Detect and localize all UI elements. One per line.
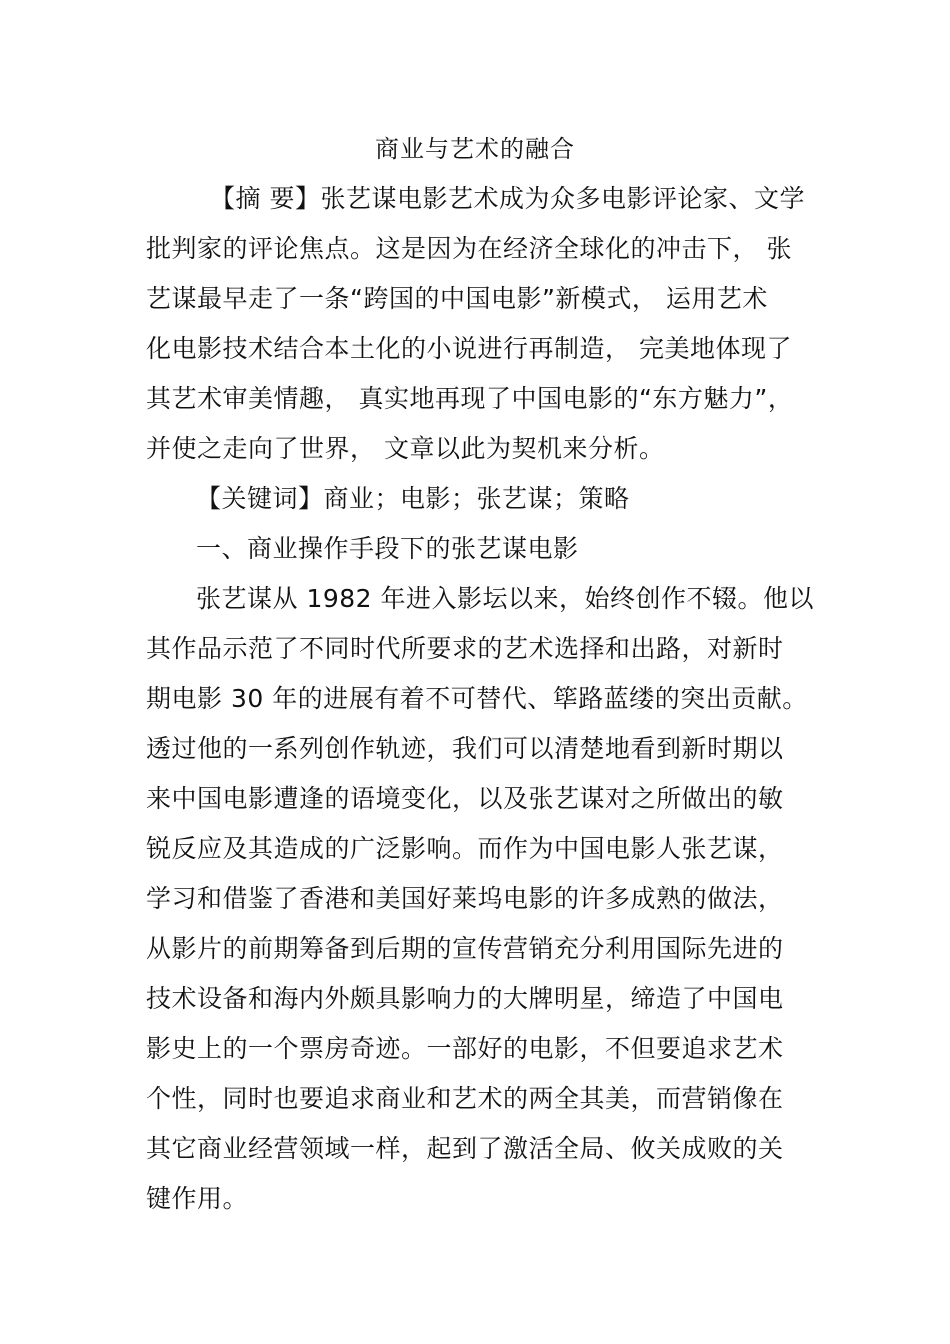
document-title: 商业与艺术的融合	[375, 135, 575, 163]
body-line-4: 透过他的一系列创作轨迹，我们可以清楚地看到新时期以	[146, 734, 784, 763]
abstract-line-6: 并使之走向了世界， 文章以此为契机来分析。	[146, 434, 665, 463]
body-line-5: 来中国电影遭逢的语境变化，以及张艺谋对之所做出的敏	[146, 784, 784, 813]
body-line-11: 个性，同时也要追求商业和艺术的两全其美，而营销像在	[146, 1084, 784, 1113]
body-line-13: 键作用。	[146, 1184, 249, 1213]
body-line-7: 学习和借鉴了香港和美国好莱坞电影的许多成熟的做法，	[146, 884, 784, 913]
section-heading: 一、商业操作手段下的张艺谋电影	[196, 534, 579, 563]
body-line-9: 技术设备和海内外颇具影响力的大牌明星，缔造了中国电	[146, 984, 784, 1013]
body-line-2: 其作品示范了不同时代所要求的艺术选择和出路，对新时	[146, 634, 784, 663]
abstract-line-1: 【摘 要】张艺谋电影艺术成为众多电影评论家、文学	[210, 184, 805, 213]
keywords-line: 【关键词】商业；电影；张艺谋；策略	[196, 484, 630, 513]
body-line-10: 影史上的一个票房奇迹。一部好的电影，不但要追求艺术	[146, 1034, 784, 1063]
abstract-line-2: 批判家的评论焦点。这是因为在经济全球化的冲击下， 张	[146, 234, 792, 263]
abstract-line-4: 化电影技术结合本土化的小说进行再制造， 完美地体现了	[146, 334, 792, 363]
body-line-8: 从影片的前期筹备到后期的宣传营销充分利用国际先进的	[146, 934, 784, 963]
body-line-1: 张艺谋从 1982 年进入影坛以来，始终创作不辍。他以	[196, 584, 815, 613]
abstract-line-5: 其艺术审美情趣， 真实地再现了中国电影的“东方魅力”，	[146, 384, 794, 413]
body-line-6: 锐反应及其造成的广泛影响。而作为中国电影人张艺谋，	[146, 834, 784, 863]
body-line-3: 期电影 30 年的进展有着不可替代、筚路蓝缕的突出贡献。	[146, 684, 808, 713]
abstract-line-3: 艺谋最早走了一条“跨国的中国电影”新模式， 运用艺术	[146, 284, 768, 313]
body-line-12: 其它商业经营领域一样，起到了激活全局、攸关成败的关	[146, 1134, 784, 1163]
